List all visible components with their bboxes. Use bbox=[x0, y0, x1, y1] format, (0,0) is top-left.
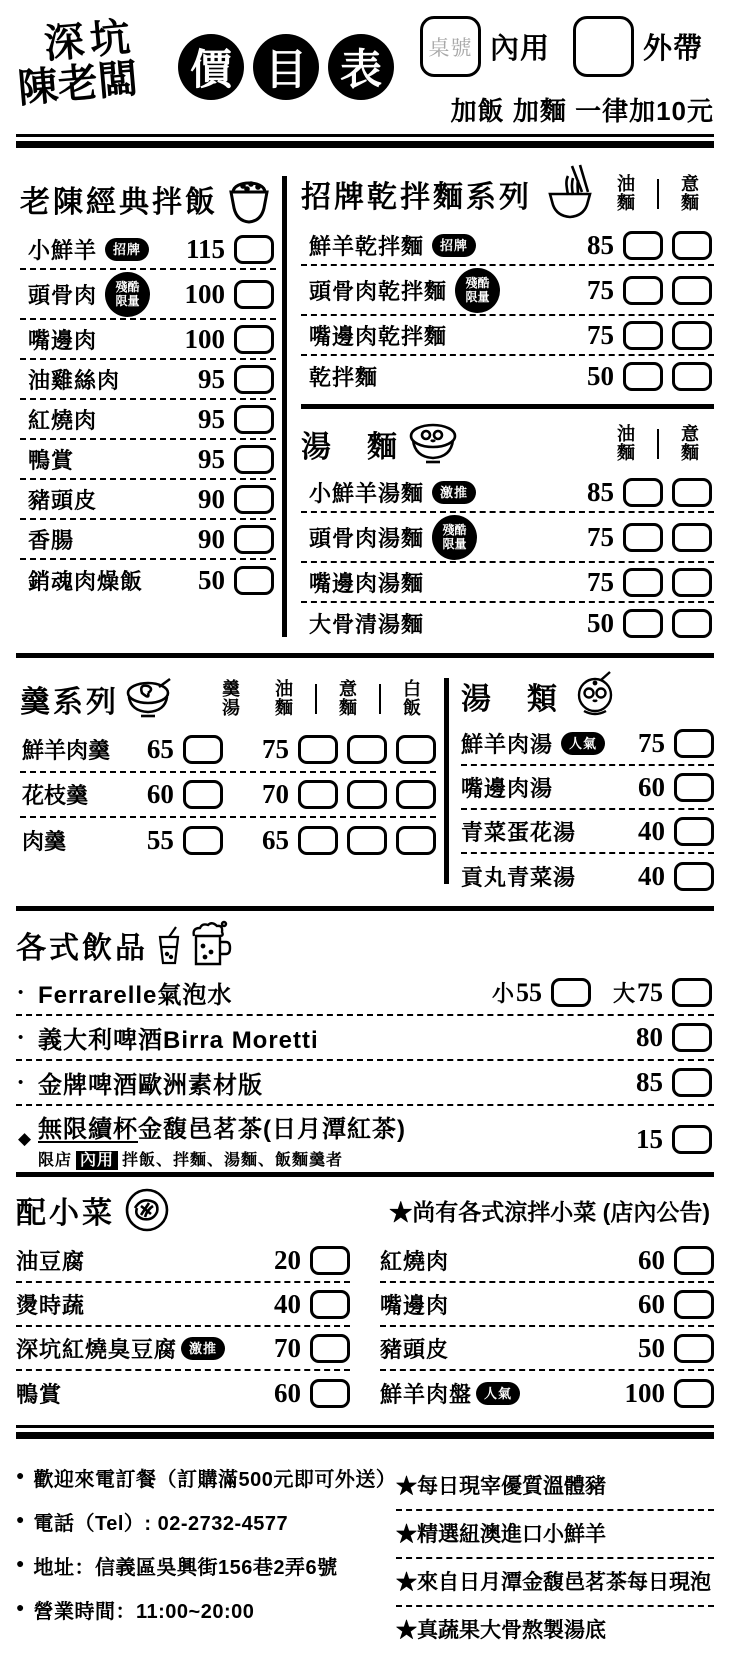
divider bbox=[657, 179, 659, 209]
item-name-rest: 金馥邑茗茶(日月潭紅茶) bbox=[138, 1115, 406, 1143]
menu-item-row bbox=[461, 722, 714, 766]
item-name: 頭骨肉 bbox=[28, 282, 98, 308]
limited-badge: 殘酷限量 bbox=[105, 272, 150, 317]
noodle-type-columns bbox=[604, 425, 712, 463]
menu-item-row bbox=[461, 766, 714, 810]
drink-cup-icon bbox=[156, 925, 182, 965]
cute-soup-bowl-icon bbox=[570, 671, 620, 721]
sides-left-column bbox=[16, 1239, 350, 1415]
section-title: 各式飲品 bbox=[16, 932, 148, 965]
order-quantity-box-oil[interactable] bbox=[623, 609, 663, 638]
combo-price: 75 bbox=[262, 734, 289, 764]
recommended-badge: 激推 bbox=[432, 481, 476, 504]
order-quantity-box[interactable] bbox=[674, 729, 714, 758]
business-hours: 營業時間：11:00~20:00 bbox=[33, 1601, 255, 1623]
selling-point: ★來自日月潭金馥邑茗茶每日現泡 bbox=[396, 1559, 714, 1607]
item-price: 60 bbox=[274, 1377, 301, 1408]
bullet-icon: • bbox=[18, 1074, 24, 1091]
menu-item-row bbox=[301, 603, 714, 643]
note-dine-in-tag: 內用 bbox=[76, 1151, 118, 1170]
item-name: 鮮羊乾拌麵 bbox=[309, 233, 425, 259]
sides-right-column bbox=[380, 1239, 714, 1415]
menu-item-row bbox=[461, 854, 714, 898]
table-number-label: 桌號 bbox=[428, 36, 473, 60]
column-header: 白飯 bbox=[403, 679, 421, 718]
item-price: 100 bbox=[184, 278, 225, 309]
bullet-icon: • bbox=[18, 984, 24, 1001]
geng-section bbox=[16, 668, 444, 898]
order-quantity-box[interactable] bbox=[674, 1246, 714, 1275]
order-quantity-box-oil[interactable] bbox=[623, 231, 663, 260]
restaurant-logo bbox=[13, 14, 168, 111]
order-quantity-box[interactable] bbox=[234, 235, 274, 264]
bullet-icon: ● bbox=[16, 1599, 25, 1615]
column-header: 油麵 bbox=[275, 679, 293, 718]
item-price: 40 bbox=[274, 1288, 301, 1319]
note-prefix: 限店 bbox=[38, 1151, 73, 1169]
order-quantity-box[interactable] bbox=[672, 1023, 712, 1052]
size-small-label: 小 bbox=[491, 981, 514, 1006]
item-name: 花枝羹 bbox=[22, 783, 89, 808]
order-quantity-box-oil[interactable] bbox=[623, 478, 663, 507]
order-quantity-box[interactable] bbox=[234, 525, 274, 554]
menu-item-row bbox=[20, 440, 276, 480]
title-char-circle: 表 bbox=[328, 34, 394, 100]
order-quantity-box[interactable] bbox=[674, 862, 714, 891]
order-quantity-box-soup[interactable] bbox=[183, 735, 223, 764]
column-header: 油麵 bbox=[617, 174, 635, 213]
middle-section bbox=[16, 658, 714, 898]
item-price: 60 bbox=[638, 1288, 665, 1319]
item-name: 金牌啤酒歐洲素材版 bbox=[38, 1072, 263, 1099]
soups-section bbox=[449, 668, 714, 898]
footer-line bbox=[16, 1551, 392, 1580]
drink-item-row bbox=[16, 1061, 714, 1106]
item-name: 嘴邊肉 bbox=[380, 1292, 450, 1318]
signature-badge: 招牌 bbox=[432, 234, 476, 257]
item-name: 小鮮羊 bbox=[28, 237, 98, 263]
item-price: 50 bbox=[587, 607, 614, 638]
item-price: 75 bbox=[587, 521, 614, 552]
item-price: 95 bbox=[198, 363, 225, 394]
item-price: 60 bbox=[638, 771, 665, 802]
item-name: 鴨賞 bbox=[28, 447, 75, 473]
order-quantity-box[interactable] bbox=[674, 1334, 714, 1363]
combo-price: 70 bbox=[262, 779, 289, 809]
menu-item-row bbox=[461, 810, 714, 854]
order-quantity-box[interactable] bbox=[234, 566, 274, 595]
item-name: 油豆腐 bbox=[16, 1248, 86, 1274]
item-name: 紅燒肉 bbox=[380, 1248, 450, 1274]
item-name: Ferrarelle氣泡水 bbox=[38, 982, 233, 1009]
menu-item-row bbox=[380, 1239, 714, 1283]
order-quantity-box-yi[interactable] bbox=[672, 321, 712, 350]
sides-section bbox=[16, 1177, 714, 1415]
dine-in-label: 內用 bbox=[490, 33, 551, 65]
order-quantity-box-yi[interactable] bbox=[347, 826, 387, 855]
item-name: 嘴邊肉湯麵 bbox=[309, 570, 425, 596]
soup-noodle-bowl-icon bbox=[406, 419, 460, 469]
section-title: 羹系列 bbox=[20, 686, 119, 719]
logo-line2: 陳老闆 bbox=[16, 56, 140, 112]
menu-item-row bbox=[20, 230, 276, 270]
selling-point: ★每日現宰優質溫體豬 bbox=[396, 1463, 714, 1511]
order-quantity-box[interactable] bbox=[674, 1379, 714, 1408]
bullet-icon: ● bbox=[16, 1467, 25, 1483]
drink-item-row bbox=[16, 971, 714, 1016]
order-quantity-box-rice[interactable] bbox=[396, 780, 436, 809]
order-quantity-box[interactable] bbox=[234, 485, 274, 514]
footer-line bbox=[16, 1463, 397, 1492]
item-price: 95 bbox=[198, 403, 225, 434]
limited-badge: 殘酷限量 bbox=[455, 268, 500, 313]
note-suffix: 拌飯、拌麵、湯麵、飯麵羹者 bbox=[122, 1151, 344, 1169]
table-number-box[interactable] bbox=[420, 16, 481, 77]
menu-item-row bbox=[16, 1283, 350, 1327]
order-quantity-box[interactable] bbox=[234, 325, 274, 354]
menu-item-row bbox=[301, 513, 714, 563]
section-title: 招牌乾拌麵系列 bbox=[301, 181, 532, 214]
order-quantity-box[interactable] bbox=[310, 1246, 350, 1275]
item-price: 50 bbox=[638, 1332, 665, 1363]
item-name: 油雞絲肉 bbox=[28, 367, 121, 393]
item-name: 銷魂肉燥飯 bbox=[28, 568, 144, 594]
item-name: 鮮羊肉盤 bbox=[380, 1381, 473, 1407]
combo-price: 65 bbox=[262, 825, 289, 855]
drink-item-row bbox=[16, 1106, 714, 1172]
menu-item-row bbox=[20, 400, 276, 440]
bullet-icon: ● bbox=[16, 1555, 25, 1571]
section-title: 配小菜 bbox=[16, 1197, 115, 1230]
menu-item-row bbox=[20, 320, 276, 360]
order-quantity-box-rice[interactable] bbox=[396, 735, 436, 764]
order-quantity-box-large[interactable] bbox=[672, 978, 712, 1007]
address: 地址：信義區吳興街156巷2弄6號 bbox=[33, 1557, 338, 1579]
menu-item-row bbox=[20, 560, 276, 600]
size-small-price: 55 bbox=[515, 977, 542, 1007]
noodles-section bbox=[287, 162, 714, 643]
menu-item-row bbox=[301, 266, 714, 316]
order-quantity-box-oil[interactable] bbox=[623, 276, 663, 305]
top-section bbox=[16, 148, 714, 643]
item-name: 大骨清湯麵 bbox=[309, 611, 425, 637]
item-price: 75 bbox=[638, 727, 665, 758]
item-name: 肉羹 bbox=[22, 829, 67, 854]
section-title: 湯 類 bbox=[461, 683, 560, 716]
order-quantity-box-yi[interactable] bbox=[672, 478, 712, 507]
menu-item-row bbox=[301, 473, 714, 513]
column-header: 意麵 bbox=[339, 679, 357, 718]
item-price: 40 bbox=[638, 815, 665, 846]
geng-combo-columns bbox=[262, 680, 434, 718]
title-char-circle: 價 bbox=[178, 34, 244, 100]
item-name: 香腸 bbox=[28, 527, 75, 553]
size-large-price: 75 bbox=[637, 977, 663, 1007]
order-quantity-box[interactable] bbox=[310, 1379, 350, 1408]
soup-price: 55 bbox=[146, 825, 174, 855]
order-quantity-box-small[interactable] bbox=[551, 978, 591, 1007]
order-quantity-box-yi[interactable] bbox=[672, 362, 712, 391]
menu-item-row bbox=[20, 773, 436, 818]
column-header: 油麵 bbox=[617, 424, 635, 463]
takeout-checkbox[interactable] bbox=[573, 16, 634, 77]
phone-number: 電話（Tel）: 02-2732-4577 bbox=[33, 1513, 289, 1535]
order-quantity-box[interactable] bbox=[674, 817, 714, 846]
recommended-badge: 激推 bbox=[181, 1337, 225, 1360]
order-type-area bbox=[420, 12, 714, 128]
menu-item-row bbox=[20, 728, 436, 773]
order-quantity-box[interactable] bbox=[674, 773, 714, 802]
menu-item-row bbox=[301, 226, 714, 266]
noodle-bowl-icon bbox=[538, 164, 596, 224]
divider bbox=[16, 141, 714, 148]
item-price: 20 bbox=[274, 1244, 301, 1275]
item-name: 深坑紅燒臭豆腐 bbox=[16, 1336, 178, 1362]
popular-badge: 人氣 bbox=[476, 1382, 520, 1405]
side-dish-plate-icon bbox=[123, 1186, 171, 1234]
cold-dish-note: ★尚有各式涼拌小菜 (店內公告) bbox=[389, 1198, 710, 1225]
item-price: 15 bbox=[636, 1123, 663, 1154]
order-quantity-box[interactable] bbox=[234, 365, 274, 394]
soup-price: 65 bbox=[146, 734, 174, 764]
item-name: 鮮羊肉湯 bbox=[461, 731, 554, 757]
divider bbox=[657, 429, 659, 459]
item-name: 青菜蛋花湯 bbox=[461, 819, 577, 845]
rice-bowl-icon bbox=[224, 172, 274, 226]
column-header: 羹湯 bbox=[222, 679, 240, 718]
item-price: 85 bbox=[587, 476, 614, 507]
menu-item-row bbox=[380, 1371, 714, 1415]
geng-bowl-icon bbox=[123, 675, 175, 723]
item-price: 75 bbox=[587, 319, 614, 350]
item-name: 義大利啤酒Birra Moretti bbox=[38, 1027, 319, 1054]
item-price: 40 bbox=[638, 860, 665, 891]
menu-item-row bbox=[380, 1283, 714, 1327]
item-name: 豬頭皮 bbox=[380, 1336, 450, 1362]
limited-badge: 殘酷限量 bbox=[432, 515, 477, 560]
order-quantity-box[interactable] bbox=[234, 280, 274, 309]
item-name: 頭骨肉乾拌麵 bbox=[309, 278, 448, 304]
order-quantity-box-yi[interactable] bbox=[672, 523, 712, 552]
item-price: 75 bbox=[587, 274, 614, 305]
takeout-label: 外帶 bbox=[643, 33, 704, 65]
order-quantity-box-yi[interactable] bbox=[672, 568, 712, 597]
order-quantity-box-oil[interactable] bbox=[298, 826, 338, 855]
drink-item-row bbox=[16, 1016, 714, 1061]
rice-section bbox=[16, 162, 282, 643]
item-price: 90 bbox=[198, 483, 225, 514]
item-name: 貢丸青菜湯 bbox=[461, 864, 577, 890]
order-quantity-box-oil[interactable] bbox=[298, 780, 338, 809]
soup-price: 60 bbox=[146, 779, 174, 809]
divider bbox=[379, 684, 381, 714]
column-header: 意麵 bbox=[681, 424, 699, 463]
order-quantity-box-yi[interactable] bbox=[347, 780, 387, 809]
dine-in-only-note bbox=[38, 1147, 406, 1170]
section-title: 老陳經典拌飯 bbox=[20, 186, 218, 219]
item-name: 嘴邊肉 bbox=[28, 327, 98, 353]
diamond-bullet-icon: ◆ bbox=[18, 1129, 32, 1148]
title-char-circle: 目 bbox=[253, 34, 319, 100]
menu-item-row bbox=[20, 360, 276, 400]
selling-point: ★精選紐澳進口小鮮羊 bbox=[396, 1511, 714, 1559]
selling-points bbox=[392, 1463, 714, 1653]
order-quantity-box-oil[interactable] bbox=[623, 523, 663, 552]
item-name: 鮮羊肉羹 bbox=[22, 738, 111, 763]
item-price: 50 bbox=[198, 564, 225, 595]
surcharge-note: 加飯 加麵 一律加10元 bbox=[450, 96, 714, 126]
contact-info bbox=[16, 1463, 397, 1653]
menu-item-row bbox=[20, 520, 276, 560]
selling-point: ★真蔬果大骨熬製湯底 bbox=[396, 1619, 606, 1642]
order-quantity-box-yi[interactable] bbox=[347, 735, 387, 764]
item-price: 70 bbox=[274, 1332, 301, 1363]
popular-badge: 人氣 bbox=[561, 732, 605, 755]
menu-item-row bbox=[301, 563, 714, 603]
item-price: 80 bbox=[636, 1022, 663, 1052]
order-quantity-box-yi[interactable] bbox=[672, 276, 712, 305]
item-name bbox=[38, 1109, 406, 1144]
item-name: 鴨賞 bbox=[16, 1381, 63, 1407]
item-name: 燙時蔬 bbox=[16, 1292, 86, 1318]
item-price: 100 bbox=[624, 1377, 665, 1408]
drinks-section bbox=[16, 911, 714, 1172]
order-quantity-box-soup[interactable] bbox=[183, 826, 223, 855]
item-name: 嘴邊肉乾拌麵 bbox=[309, 323, 448, 349]
menu-item-row bbox=[20, 818, 436, 863]
footer bbox=[16, 1439, 714, 1653]
order-quantity-box[interactable] bbox=[310, 1290, 350, 1319]
item-name: 紅燒肉 bbox=[28, 407, 98, 433]
item-price: 50 bbox=[587, 360, 614, 391]
beer-mug-icon bbox=[190, 922, 232, 968]
menu-item-row bbox=[301, 356, 714, 396]
divider bbox=[16, 1432, 714, 1439]
bullet-icon: • bbox=[18, 1029, 24, 1046]
logo-line1: 深坑 bbox=[42, 14, 138, 67]
order-quantity-box[interactable] bbox=[672, 1068, 712, 1097]
menu-item-row bbox=[301, 316, 714, 356]
order-quantity-box-soup[interactable] bbox=[183, 780, 223, 809]
item-price: 115 bbox=[185, 233, 225, 264]
order-quantity-box-yi[interactable] bbox=[672, 231, 712, 260]
divider bbox=[301, 404, 714, 409]
menu-item-row bbox=[16, 1239, 350, 1283]
item-price: 95 bbox=[198, 443, 225, 474]
order-quantity-box[interactable] bbox=[672, 1125, 712, 1154]
item-price: 60 bbox=[638, 1244, 665, 1275]
order-quantity-box[interactable] bbox=[674, 1290, 714, 1319]
order-quantity-box-oil[interactable] bbox=[623, 362, 663, 391]
item-price: 85 bbox=[587, 229, 614, 260]
item-name: 豬頭皮 bbox=[28, 487, 98, 513]
divider bbox=[315, 684, 317, 714]
order-quantity-box-oil[interactable] bbox=[298, 735, 338, 764]
header bbox=[16, 12, 714, 134]
section-title: 湯 麵 bbox=[301, 431, 400, 464]
order-quantity-box[interactable] bbox=[234, 445, 274, 474]
page-title bbox=[178, 34, 394, 100]
bullet-icon: ● bbox=[16, 1511, 25, 1527]
order-quantity-box-yi[interactable] bbox=[672, 609, 712, 638]
item-price: 85 bbox=[636, 1067, 663, 1097]
menu-item-row bbox=[16, 1327, 350, 1371]
order-quantity-box[interactable] bbox=[234, 405, 274, 434]
item-price: 100 bbox=[184, 323, 225, 354]
item-name: 嘴邊肉湯 bbox=[461, 775, 554, 801]
column-header: 意麵 bbox=[681, 174, 699, 213]
delivery-note: 歡迎來電訂餐（訂購滿500元即可外送） bbox=[33, 1469, 397, 1491]
order-quantity-box[interactable] bbox=[310, 1334, 350, 1363]
item-price: 90 bbox=[198, 523, 225, 554]
item-name: 乾拌麵 bbox=[309, 364, 379, 390]
menu-item-row bbox=[16, 1371, 350, 1415]
footer-line bbox=[16, 1507, 392, 1536]
item-name: 頭骨肉湯麵 bbox=[309, 525, 425, 551]
order-quantity-box-rice[interactable] bbox=[396, 826, 436, 855]
size-large-label: 大 bbox=[612, 981, 635, 1006]
footer-line bbox=[16, 1595, 392, 1624]
menu-item-row bbox=[20, 270, 276, 320]
item-price: 75 bbox=[587, 566, 614, 597]
order-quantity-box-oil[interactable] bbox=[623, 321, 663, 350]
item-name-underlined: 無限續杯 bbox=[38, 1115, 138, 1143]
menu-item-row bbox=[380, 1327, 714, 1371]
noodle-type-columns bbox=[604, 175, 712, 213]
item-name: 小鮮羊湯麵 bbox=[309, 480, 425, 506]
order-quantity-box-oil[interactable] bbox=[623, 568, 663, 597]
signature-badge: 招牌 bbox=[105, 238, 149, 261]
menu-item-row bbox=[20, 480, 276, 520]
